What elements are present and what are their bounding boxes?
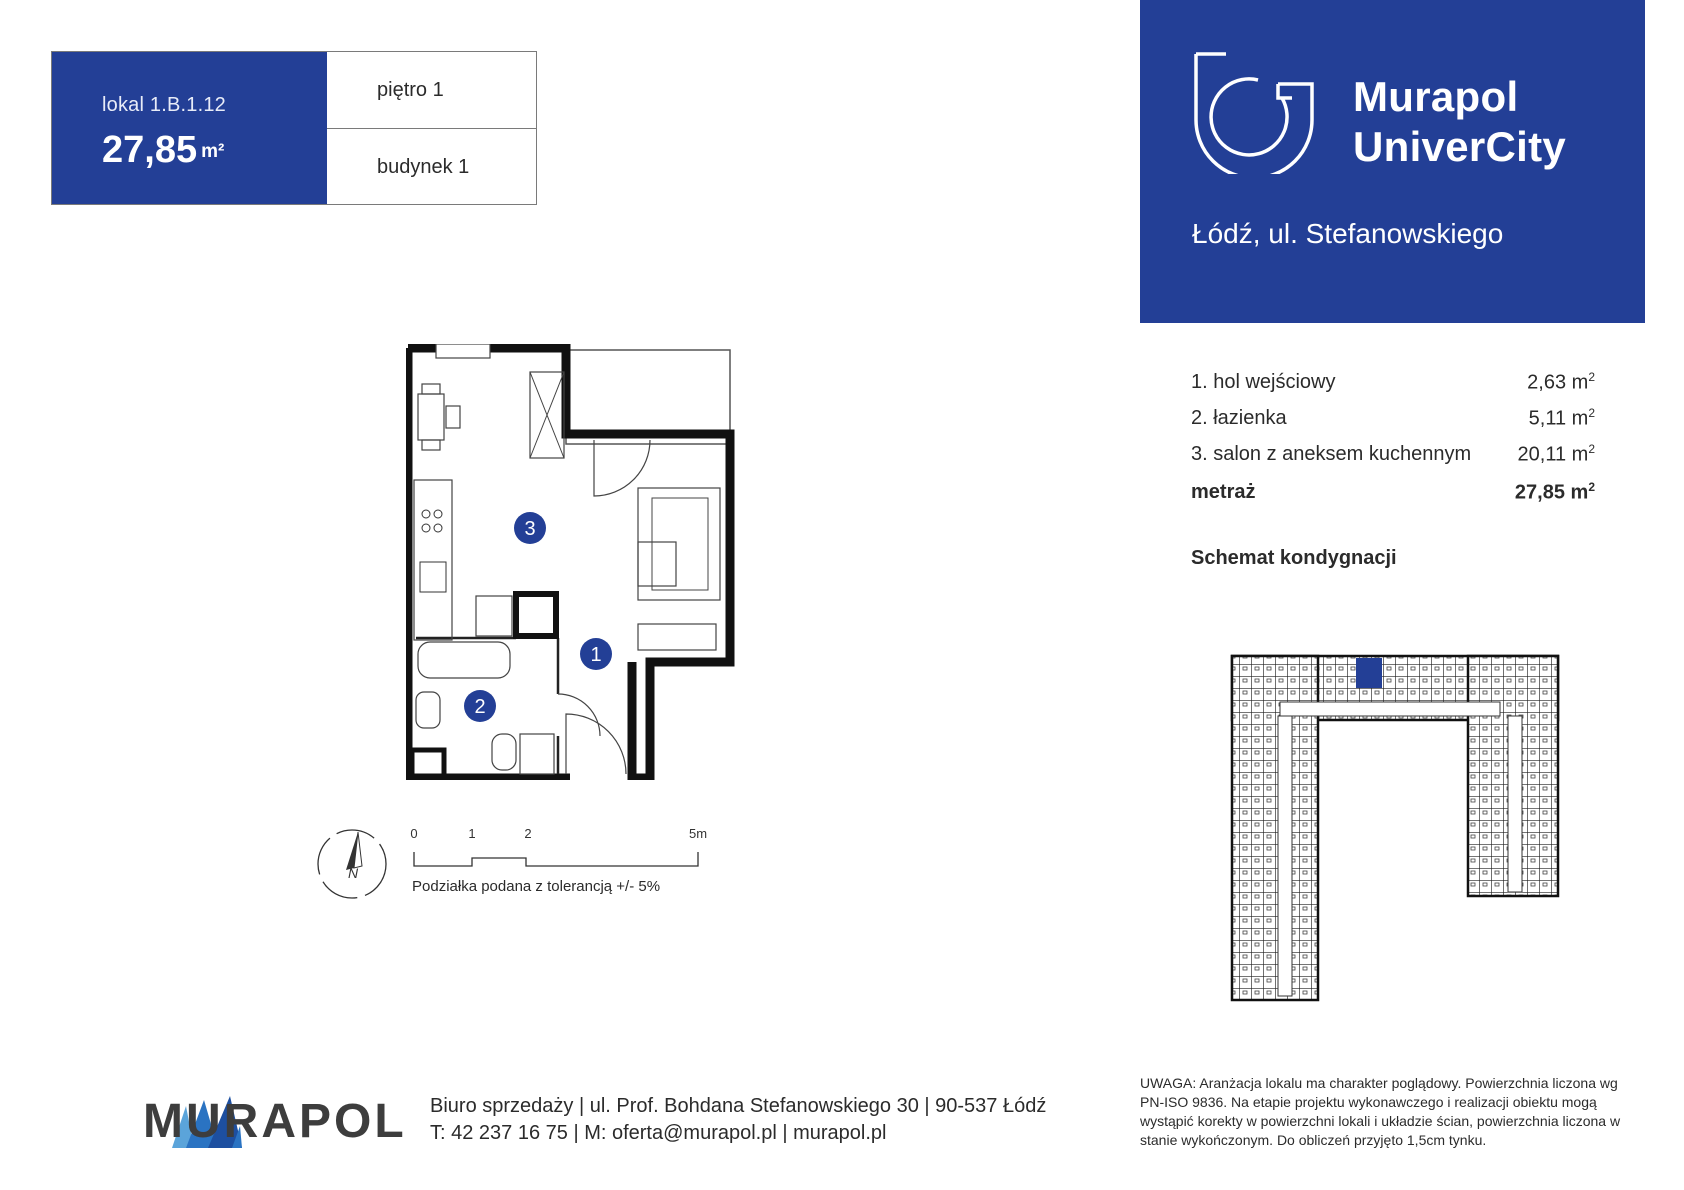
scale-tick: 5m: [688, 826, 708, 841]
total-row: [1191, 474, 1595, 510]
room-marker-3: [514, 512, 546, 544]
unit-label: lokal 1.B.1.12: [102, 94, 226, 116]
apartment-floor-plan: [406, 344, 736, 780]
room-row: [1191, 364, 1595, 400]
floor-schema: [1228, 652, 1562, 1006]
brand-name-line1: Murapol: [1353, 73, 1519, 120]
unit-info-box: [51, 51, 537, 205]
contact-info: [430, 1093, 1046, 1147]
svg-text:1: 1: [590, 644, 602, 666]
brand-panel: [1140, 0, 1645, 323]
svg-text:N: N: [348, 865, 359, 881]
unit-floor: piętro 1: [377, 79, 444, 101]
univercity-logo-icon: [1192, 50, 1316, 174]
company-wordmark: MURAPOL: [143, 1095, 407, 1148]
room-name: 3. salon z aneksem kuchennym: [1191, 442, 1472, 465]
room-marker-2: [464, 690, 496, 722]
highlighted-unit: [1356, 658, 1382, 688]
scale-bar: [408, 826, 718, 886]
scale-tick: 2: [524, 826, 532, 841]
total-label: metraż: [1191, 480, 1256, 503]
brand-name: [1353, 72, 1566, 172]
disclaimer-notice: UWAGA: Aranżacja lokalu ma charakter poglądowy. Powierzchnia liczona wg PN-ISO 9836. Na etapie projektu wykonawczego i realizacji obiektu mogą wystąpić korekty w powierzchni lokali i układzie ścian, powierzchnia liczona w stanie wykończonym. Do obliczeń przyjęto 1,5cm tynku.: [1140, 1075, 1621, 1148]
scale-tick: 1: [468, 826, 476, 841]
unit-area-unit: m²: [201, 141, 225, 162]
unit-building: budynek 1: [327, 128, 536, 205]
brand-location: Łódź, ul. Stefanowskiego: [1192, 218, 1504, 249]
scale-note: Podziałka podana z tolerancją +/- 5%: [412, 878, 661, 895]
room-area: 20,11 $m^2$: [1517, 441, 1595, 466]
contact-line-phone: T: 42 237 16 75 | M: oferta@murapol.pl | murapol.pl: [430, 1122, 887, 1144]
room-area: 5,11 $m^2$: [1528, 405, 1595, 430]
brand-name-line2: UniverCity: [1353, 123, 1567, 170]
schema-title: Schemat kondygnacji: [1191, 547, 1397, 569]
scale-tick: 0: [410, 826, 418, 841]
room-row: [1191, 400, 1595, 436]
contact-line-address: Biuro sprzedaży | ul. Prof. Bohdana Stefanowskiego 30 | 90-537 Łódź: [430, 1095, 1047, 1117]
compass-icon: [314, 826, 390, 902]
unit-area-value: 27,85: [102, 129, 198, 171]
room-list: [1191, 364, 1595, 510]
unit-area: [102, 129, 327, 172]
total-area: 27,85 $m^2$: [1514, 479, 1595, 504]
room-area: 2,63 $m^2$: [1527, 369, 1595, 394]
room-name: 2. łazienka: [1191, 406, 1287, 429]
room-name: 1. hol wejściowy: [1191, 370, 1336, 393]
svg-text:2: 2: [474, 696, 486, 718]
room-marker-1: [580, 638, 612, 670]
room-row: [1191, 436, 1595, 472]
unit-main-panel: [52, 52, 327, 204]
svg-text:3: 3: [524, 518, 536, 540]
unit-details: [327, 52, 536, 204]
